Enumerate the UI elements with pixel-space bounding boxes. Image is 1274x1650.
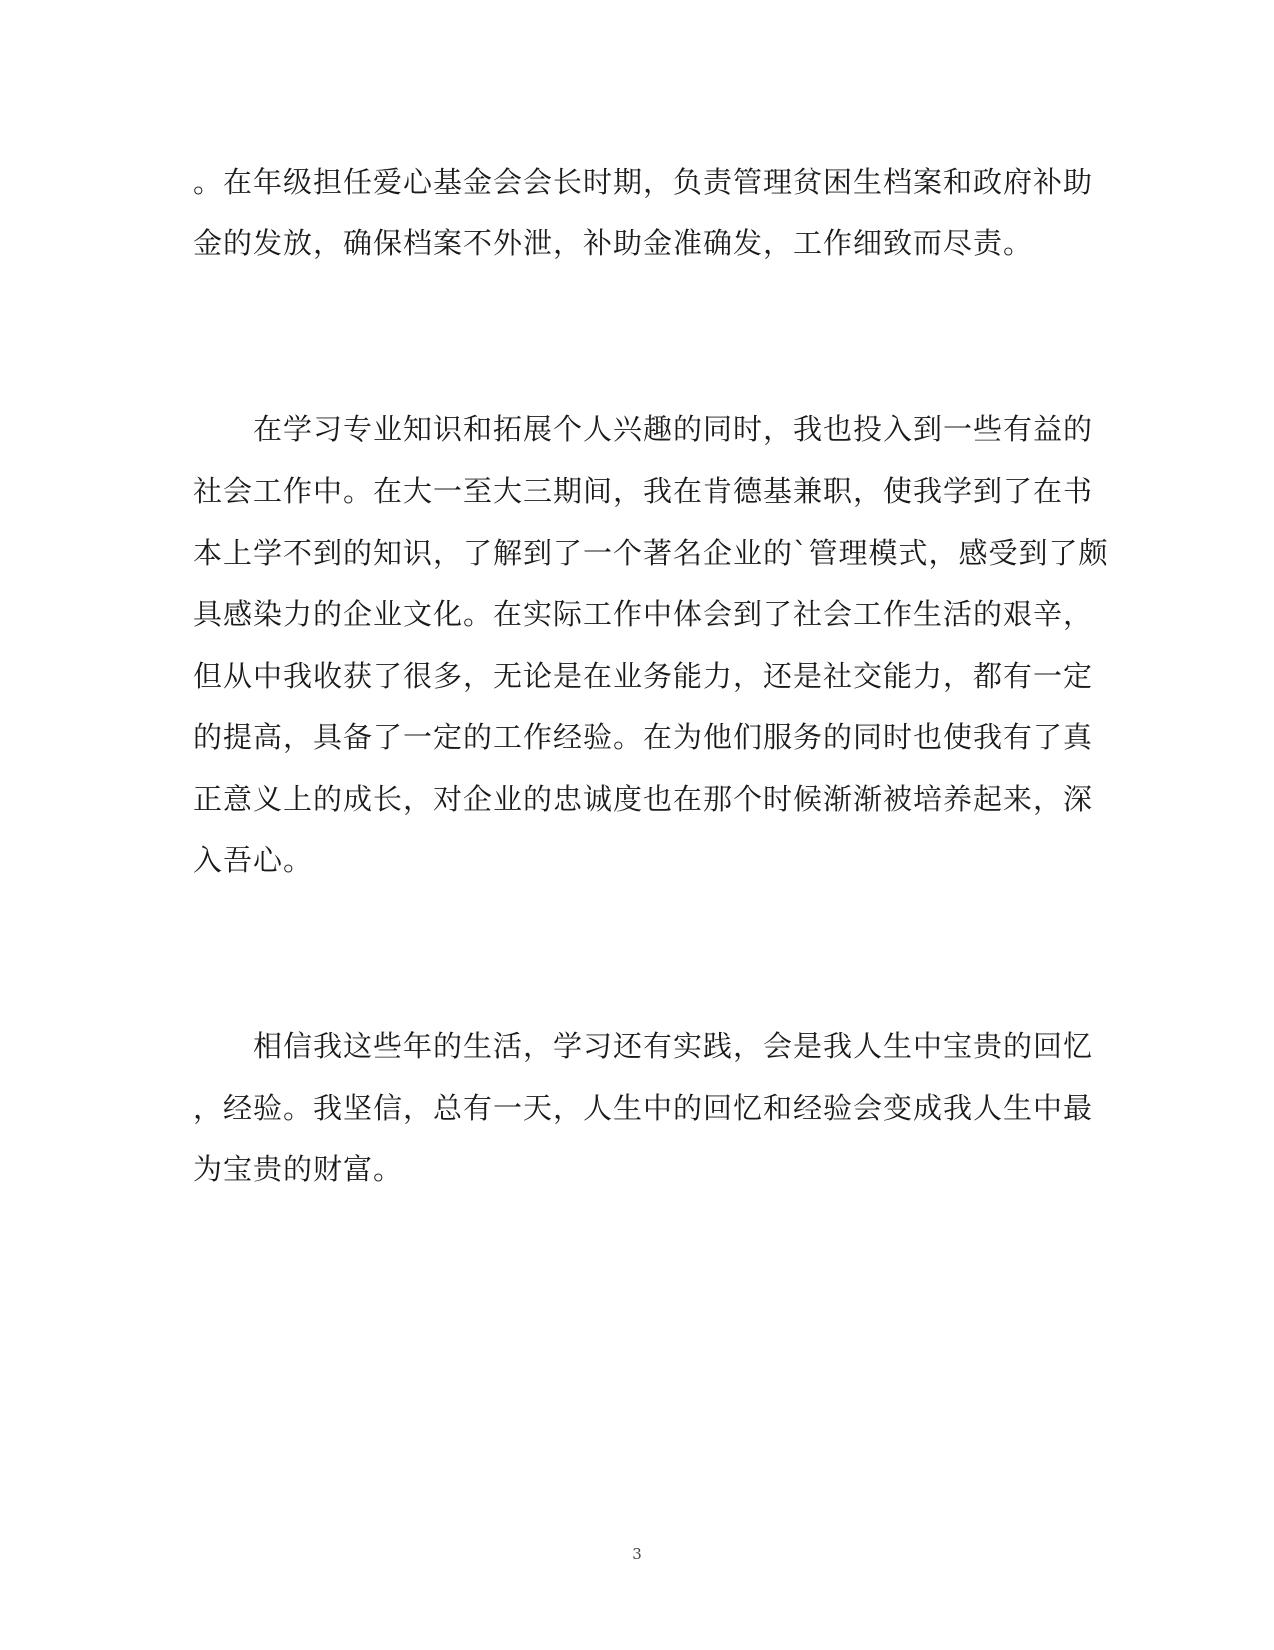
paragraph-2-line-8: 入吾心。	[193, 843, 314, 877]
paragraph-3-line-3: 为宝贵的财富。	[193, 1152, 404, 1186]
page-number: 3	[632, 1545, 642, 1563]
paragraph-2-line-4: 具感染力的企业文化。在实际工作中体会到了社会工作生活的艰辛，	[193, 597, 1094, 631]
paragraph-3-line-1: 相信我这些年的生活，学习还有实践，会是我人生中宝贵的回忆	[193, 1029, 1094, 1063]
paragraph-2-line-3: 本上学不到的知识，了解到了一个著名企业的`管理模式，感受到了颇	[193, 536, 1109, 570]
paragraph-2-line-1: 在学习专业知识和拓展个人兴趣的同时，我也投入到一些有益的	[193, 412, 1094, 446]
paragraph-1-line-2: 金的发放，确保档案不外泄，补助金准确发，工作细致而尽责。	[193, 226, 1034, 260]
paragraph-2-line-2: 社会工作中。在大一至大三期间，我在肯德基兼职，使我学到了在书	[193, 474, 1094, 508]
paragraph-3-line-2: ，经验。我坚信，总有一天，人生中的回忆和经验会变成我人生中最	[193, 1091, 1094, 1125]
paragraph-2-line-5: 但从中我收获了很多，无论是在业务能力，还是社交能力，都有一定	[193, 659, 1094, 693]
paragraph-1-line-1: 。在年级担任爱心基金会会长时期，负责管理贫困生档案和政府补助	[193, 165, 1094, 199]
paragraph-2-line-7: 正意义上的成长，对企业的忠诚度也在那个时候渐渐被培养起来，深	[193, 782, 1094, 816]
paragraph-2-line-6: 的提高，具备了一定的工作经验。在为他们服务的同时也使我有了真	[193, 720, 1094, 754]
